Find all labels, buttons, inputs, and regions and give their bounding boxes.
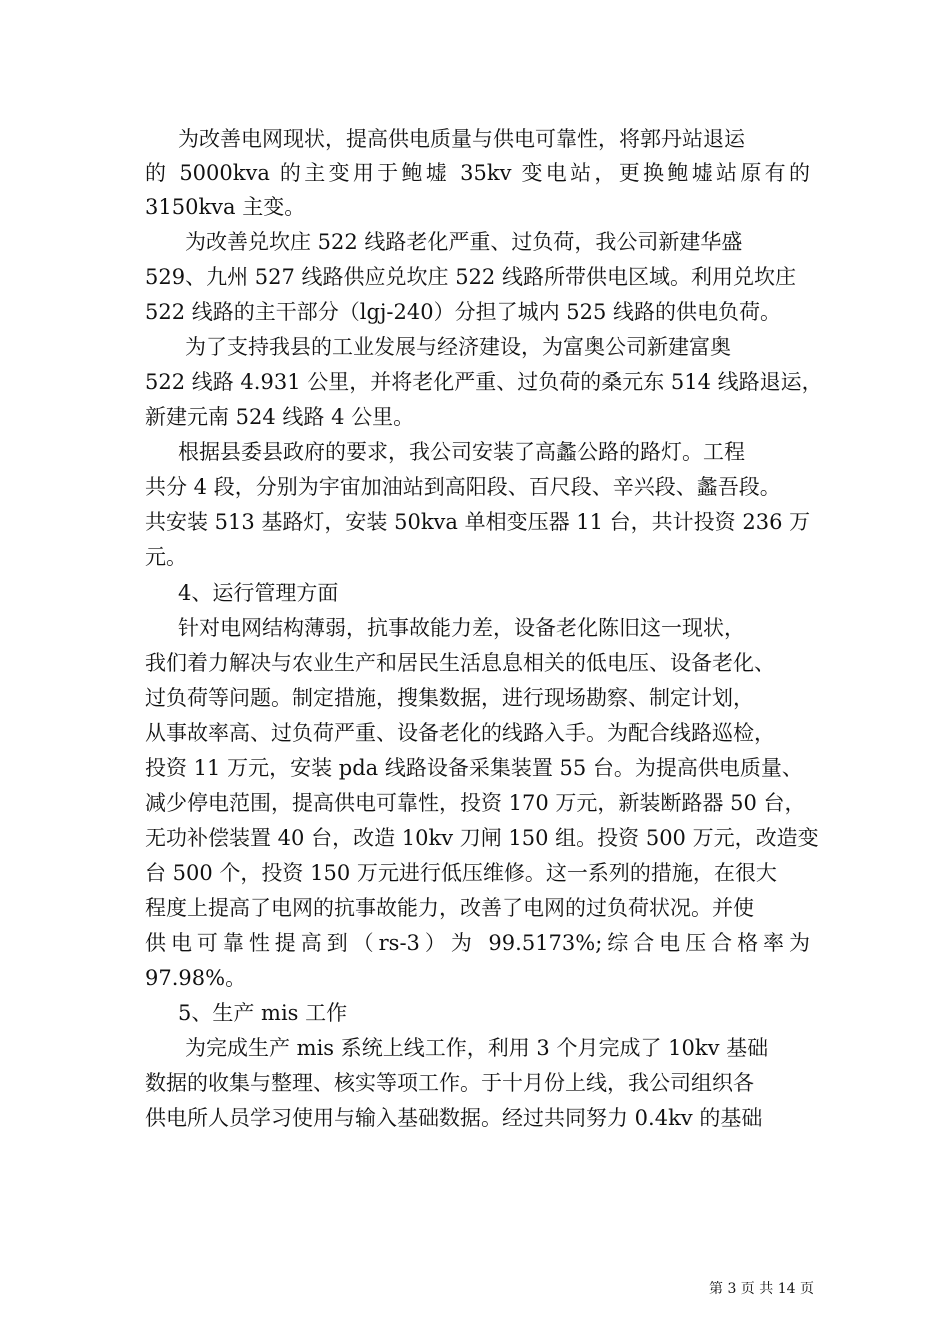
paragraph-line: 529、九州 527 线路供应兑坎庄 522 线路所带供电区域。利用兑坎庄 <box>145 265 796 289</box>
paragraph-line: 的 5000kva 的主变用于鲍墟 35kv 变电站，更换鲍墟站原有的 <box>145 161 810 185</box>
paragraph-line: 台 500 个，投资 150 万元进行低压维修。这一系列的措施，在很大 <box>145 861 777 885</box>
paragraph-line: 数据的收集与整理、核实等项工作。于十月份上线，我公司组织各 <box>145 1071 754 1095</box>
paragraph-line: 为改善兑坎庄 522 线路老化严重、过负荷，我公司新建华盛 <box>185 230 743 254</box>
paragraph-line: 根据县委县政府的要求，我公司安装了高蠡公路的路灯。工程 <box>178 440 745 464</box>
paragraph-line: 程度上提高了电网的抗事故能力，改善了电网的过负荷状况。并使 <box>145 896 754 920</box>
paragraph-line: 522 线路 4.931 公里，并将老化严重、过负荷的桑元东 514 线路退运， <box>145 370 823 394</box>
paragraph-line: 我们着力解决与农业生产和居民生活息息相关的低电压、设备老化、 <box>145 651 775 675</box>
paragraph-line: 供电所人员学习使用与输入基础数据。经过共同努力 0.4kv 的基础 <box>145 1106 763 1130</box>
paragraph-line: 522 线路的主干部分（lgj-240）分担了城内 525 线路的供电负荷。 <box>145 300 782 324</box>
paragraph-line: 供电可靠性提高到（rs-3）为 99.5173%;综合电压合格率为 <box>145 931 810 955</box>
paragraph-line: 元。 <box>145 545 187 569</box>
paragraph-line: 过负荷等问题。制定措施，搜集数据，进行现场勘察、制定计划， <box>145 686 754 710</box>
paragraph-line: 97.98%。 <box>145 966 247 990</box>
paragraph-line: 共分 4 段，分别为宇宙加油站到高阳段、百尺段、辛兴段、蠡吾段。 <box>145 475 781 499</box>
page-number: 第 3 页 共 14 页 <box>709 1281 814 1297</box>
section-heading: 4、运行管理方面 <box>178 581 339 605</box>
paragraph-line: 共安装 513 基路灯，安装 50kva 单相变压器 11 台，共计投资 236 万 <box>145 510 811 534</box>
paragraph-line: 从事故率高、过负荷严重、设备老化的线路入手。为配合线路巡检， <box>145 721 775 745</box>
paragraph-line: 投资 11 万元，安装 pda 线路设备采集装置 55 台。为提高供电质量、 <box>145 756 803 780</box>
section-heading: 5、生产 mis 工作 <box>178 1001 348 1025</box>
paragraph-line: 为了支持我县的工业发展与经济建设，为富奥公司新建富奥 <box>185 335 731 359</box>
paragraph-line: 3150kva 主变。 <box>145 195 306 219</box>
paragraph-line: 针对电网结构薄弱，抗事故能力差，设备老化陈旧这一现状， <box>178 616 745 640</box>
paragraph-line: 为改善电网现状，提高供电质量与供电可靠性，将郭丹站退运 <box>178 127 745 151</box>
paragraph-line: 为完成生产 mis 系统上线工作，利用 3 个月完成了 10kv 基础 <box>185 1036 769 1060</box>
paragraph-line: 无功补偿装置 40 台，改造 10kv 刀闸 150 组。投资 500 万元，改造变 <box>145 826 819 850</box>
paragraph-line: 减少停电范围，提高供电可靠性，投资 170 万元，新装断路器 50 台， <box>145 791 806 815</box>
paragraph-line: 新建元南 524 线路 4 公里。 <box>145 405 415 429</box>
